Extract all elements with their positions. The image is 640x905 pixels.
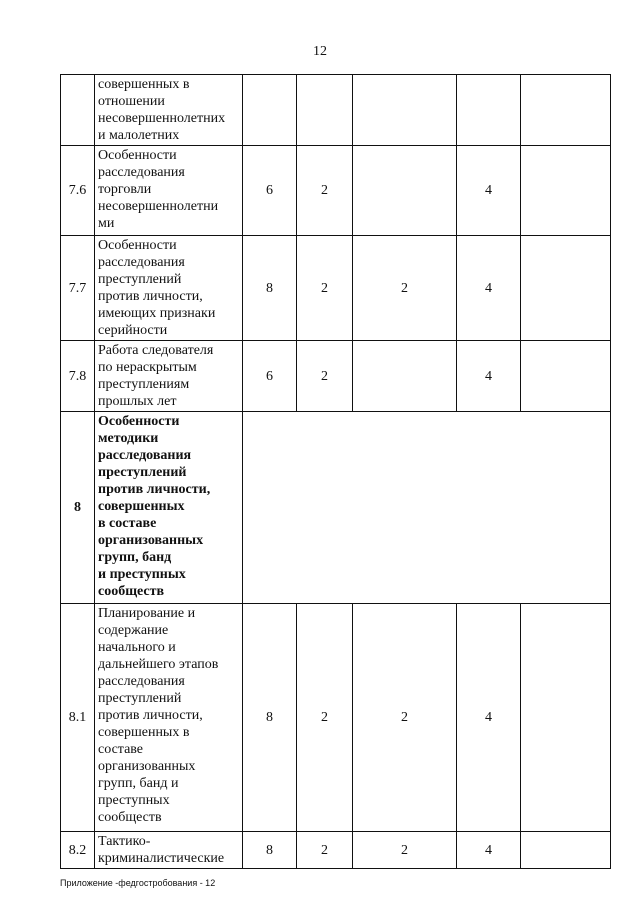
table-row [61, 75, 611, 146]
topic-line: Особенности [98, 414, 180, 429]
topic-line: торговли [98, 182, 152, 197]
topic-line: против личности, [98, 482, 211, 497]
hours-lectures-cell [297, 75, 353, 146]
topic-line: против личности, [98, 708, 203, 723]
hours-total-cell: 8 [243, 236, 297, 341]
topic-line: начального и [98, 640, 176, 655]
hours-practical-cell: 4 [457, 604, 521, 832]
hours-seminars-cell [353, 146, 457, 236]
topic-line: несовершеннолетних [98, 111, 226, 126]
hours-lectures-cell: 2 [297, 146, 353, 236]
hours-total-cell: 6 [243, 146, 297, 236]
topic-cell [95, 75, 243, 146]
hours-seminars-cell [353, 341, 457, 412]
topic-line: сообществ [98, 584, 165, 599]
topic-cell [95, 604, 243, 832]
topic-line: преступлений [98, 272, 182, 287]
topic-line: криминалистические [98, 851, 225, 866]
topic-line: и преступных [98, 567, 186, 582]
hours-seminars-cell: 2 [353, 832, 457, 869]
hours-total-cell: 6 [243, 341, 297, 412]
page-number: 12 [313, 44, 327, 59]
row-number-cell: 7.6 [61, 146, 95, 236]
topic-cell [95, 236, 243, 341]
topic-line: прошлых лет [98, 394, 177, 409]
hours-other-cell [521, 75, 611, 146]
topic-line: совершенных в [98, 77, 190, 92]
row-number-cell: 7.7 [61, 236, 95, 341]
hours-lectures-cell: 2 [297, 604, 353, 832]
topic-line: отношении [98, 94, 165, 109]
table-row [61, 341, 611, 412]
row-number-cell: 8.2 [61, 832, 95, 869]
page-footer: Приложение -федгостробования - 12 [60, 878, 216, 888]
table-row [61, 832, 611, 869]
hours-lectures-cell: 2 [297, 832, 353, 869]
merged-empty-cell [243, 412, 611, 604]
hours-total-cell: 8 [243, 832, 297, 869]
topic-line: расследования [98, 448, 192, 463]
topic-line: преступлениям [98, 377, 190, 392]
topic-line: Особенности [98, 148, 177, 163]
row-number-cell: 8 [61, 412, 95, 604]
topic-line: методики [98, 431, 159, 446]
topic-line: в составе [98, 516, 157, 531]
topic-line: организованных [98, 533, 204, 548]
topic-line: Работа следователя [98, 343, 214, 358]
topic-line: Планирование и [98, 606, 196, 621]
row-number-cell [61, 75, 95, 146]
course-plan-table [60, 74, 611, 869]
hours-lectures-cell: 2 [297, 341, 353, 412]
topic-line: преступных [98, 793, 170, 808]
topic-line: составе [98, 742, 144, 757]
topic-cell [95, 341, 243, 412]
topic-line: ми [98, 216, 115, 231]
hours-practical-cell: 4 [457, 236, 521, 341]
table-row [61, 146, 611, 236]
hours-practical-cell: 4 [457, 146, 521, 236]
hours-other-cell [521, 604, 611, 832]
table-row [61, 412, 611, 604]
topic-line: совершенных [98, 499, 185, 514]
document-page [60, 74, 611, 869]
topic-cell [95, 146, 243, 236]
hours-other-cell [521, 341, 611, 412]
topic-line: групп, банд [98, 550, 172, 565]
topic-line: несовершеннолетни [98, 199, 219, 214]
hours-lectures-cell: 2 [297, 236, 353, 341]
topic-line: преступлений [98, 691, 182, 706]
hours-other-cell [521, 832, 611, 869]
row-number-cell: 7.8 [61, 341, 95, 412]
topic-line: серийности [98, 323, 168, 338]
topic-line: преступлений [98, 465, 187, 480]
hours-seminars-cell: 2 [353, 604, 457, 832]
topic-line: групп, банд и [98, 776, 179, 791]
hours-total-cell [243, 75, 297, 146]
hours-other-cell [521, 236, 611, 341]
topic-line: расследования [98, 165, 185, 180]
topic-line: Особенности [98, 238, 177, 253]
topic-line: и малолетних [98, 128, 180, 143]
hours-practical-cell: 4 [457, 341, 521, 412]
topic-line: содержание [98, 623, 169, 638]
topic-line: имеющих признаки [98, 306, 216, 321]
hours-other-cell [521, 146, 611, 236]
table-body [61, 75, 611, 869]
topic-line: по нераскрытым [98, 360, 197, 375]
hours-total-cell: 8 [243, 604, 297, 832]
topic-line: расследования [98, 255, 185, 270]
row-number-cell: 8.1 [61, 604, 95, 832]
topic-cell [95, 832, 243, 869]
table-row [61, 604, 611, 832]
hours-practical-cell [457, 75, 521, 146]
topic-line: против личности, [98, 289, 203, 304]
table-row [61, 236, 611, 341]
topic-line: дальнейшего этапов [98, 657, 219, 672]
topic-cell [95, 412, 243, 604]
topic-line: организованных [98, 759, 196, 774]
topic-line: совершенных в [98, 725, 190, 740]
hours-seminars-cell [353, 75, 457, 146]
hours-practical-cell: 4 [457, 832, 521, 869]
topic-line: расследования [98, 674, 185, 689]
hours-seminars-cell: 2 [353, 236, 457, 341]
topic-line: Тактико- [98, 834, 151, 849]
topic-line: сообществ [98, 810, 162, 825]
